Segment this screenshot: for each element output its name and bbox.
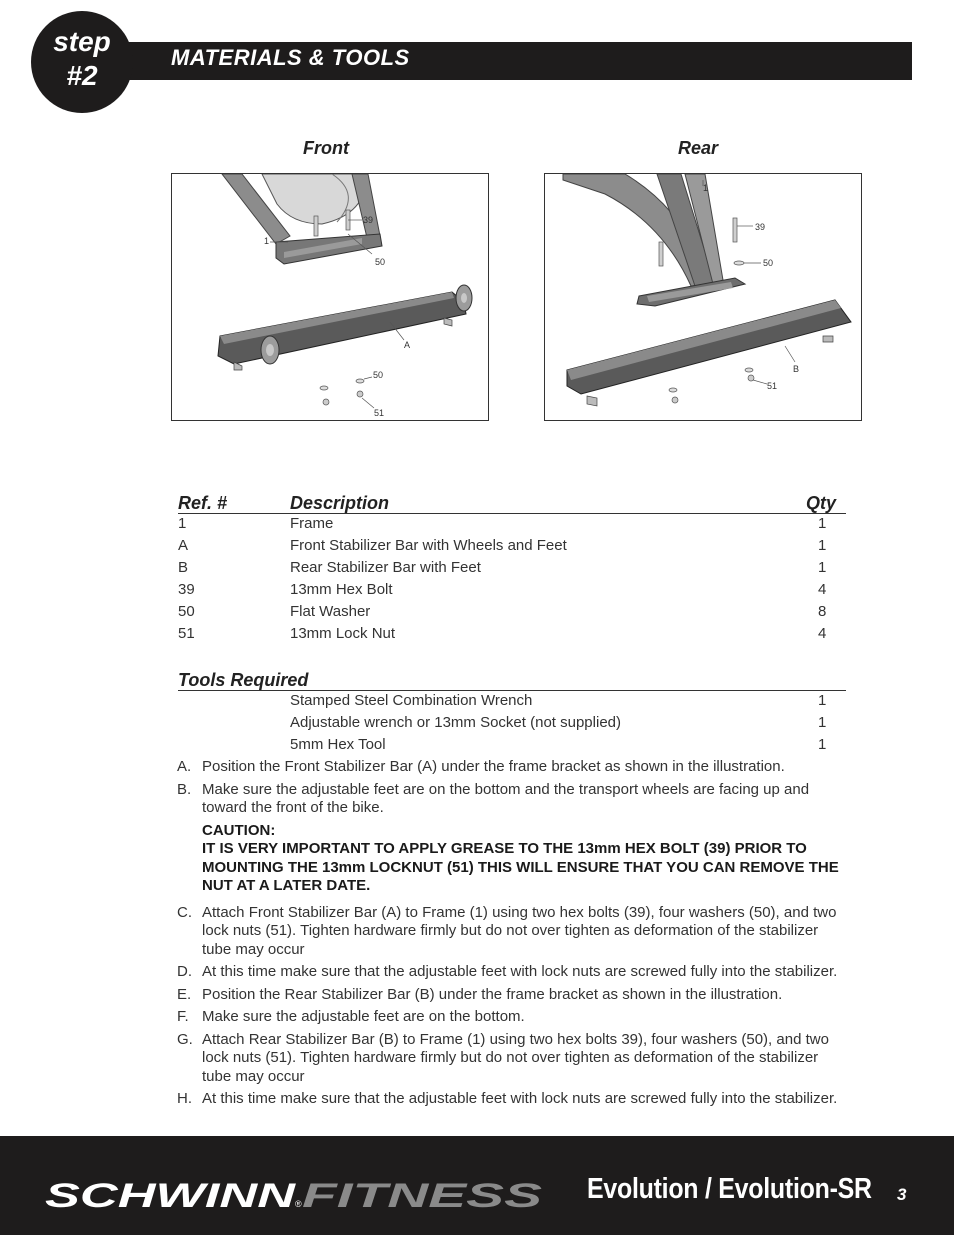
row-qty: 1 [818,515,827,532]
row-ref: 50 [178,603,195,620]
step-text: Make sure the adjustable feet are on the bottom and the transport wheels are facing up and toward the front of the bike. [202,780,810,816]
step-text: Attach Front Stabilizer Bar (A) to Frame (1) using two hex bolts (39), four washers (50), and two lock nuts (51). Tighten hardware firmly but do not over tighten as deformation of the stabilizer tube may occur [202,903,837,958]
instruction-step-g [177,1031,847,1087]
front-callout-50b: 50 [373,370,384,380]
row-description: 13mm Hex Bolt [290,581,393,598]
rear-callout-50: 50 [763,258,774,268]
caution-note [177,822,847,896]
rear-callout-39: 39 [755,222,766,232]
description-column-header: Description [290,493,390,513]
front-callout-39: 39 [363,215,374,225]
row-description: 13mm Lock Nut [290,625,396,642]
step-text: Position the Rear Stabilizer Bar (B) under the frame bracket as shown in the illustration. [202,985,783,1003]
step-text: Position the Front Stabilizer Bar (A) under the frame bracket as shown in the illustration. [202,758,785,775]
instruction-step-d [177,963,847,982]
instruction-step-a [177,758,847,777]
front-illustration-drawing [172,174,488,420]
step-letter: B. [177,780,192,798]
step-letter: A. [177,758,192,775]
tool-qty: 1 [818,692,827,709]
rear-callout-51: 51 [767,381,778,391]
row-description: Front Stabilizer Bar with Wheels and Feet [290,537,567,554]
front-callout-50: 50 [375,257,386,267]
ref-column-header: Ref. # [178,493,228,513]
step-word: step [53,26,111,57]
table-header-rule [178,513,846,514]
model-name: Evolution / Evolution-SR [587,1173,872,1205]
step-text: At this time make sure that the adjustable feet with lock nuts are screwed fully into the stabilizer. [202,1090,838,1107]
step-letter: E. [177,985,192,1003]
row-qty: 4 [818,581,827,598]
row-ref: 39 [178,581,195,598]
row-description: Frame [290,515,334,532]
row-ref: 51 [178,625,195,642]
instruction-step-c [177,904,847,960]
rear-assembly-illustration [544,173,862,421]
row-description: Rear Stabilizer Bar with Feet [290,559,481,576]
step-text: Attach Rear Stabilizer Bar (B) to Frame (1) using two hex bolts 39), four washers (50), and two lock nuts (51). Tighten hardware firmly but do not over tighten as deformation of the stabilizer tube may occur [202,1030,829,1085]
row-qty: 1 [818,537,827,554]
tools-required-title: Tools Required [178,670,309,690]
tool-qty: 1 [818,736,827,753]
row-ref: A [178,537,189,554]
instruction-step-b [177,781,847,818]
row-description: Flat Washer [290,603,371,620]
caution-text: IT IS VERY IMPORTANT TO APPLY GREASE TO THE 13mm HEX BOLT (39) PRIOR TO MOUNTING THE 13mm LOCKNUT (51) THIS WILL ENSURE THAT YOU CAN REMOVE THE NUT AT A LATER DATE. [202,840,839,894]
step-text: At this time make sure that the adjustable feet with lock nuts are screwed fully into the stabilizer. [202,963,838,980]
instruction-step-f [177,1008,847,1027]
step-letter: F. [177,1008,189,1025]
step-badge [31,11,133,113]
brand-registered: ® [295,1199,302,1209]
instruction-step-e [177,986,847,1005]
instruction-step-h [177,1090,847,1109]
section-title: MATERIALS & TOOLS [171,45,410,70]
page-number: 3 [897,1185,907,1204]
front-callout-A: A [404,340,411,350]
step-number: #2 [66,60,98,91]
tools-rule [178,690,846,691]
front-callout-1: 1 [264,236,270,246]
caution-label: CAUTION: [202,821,276,839]
step-letter: C. [177,903,192,921]
tool-description: Stamped Steel Combination Wrench [290,692,533,709]
rear-illustration-drawing [545,174,861,420]
step-letter: H. [177,1090,192,1107]
brand-main: SCHWINN [45,1178,298,1214]
step-letter: G. [177,1030,193,1048]
row-qty: 4 [818,625,827,642]
front-figure-title: Front [303,138,349,158]
rear-figure-title: Rear [678,138,719,158]
instruction-list [177,758,847,1113]
rear-callout-B: B [793,364,800,374]
step-letter: D. [177,963,192,980]
row-ref: 1 [178,515,187,532]
rear-callout-1: 1 [703,183,709,193]
tool-description: 5mm Hex Tool [290,736,386,753]
row-qty: 1 [818,559,827,576]
brand-sub: FITNESS [302,1178,543,1214]
schwinn-fitness-logo [45,1178,550,1214]
tool-description: Adjustable wrench or 13mm Socket (not supplied) [290,714,621,731]
step-text: Make sure the adjustable feet are on the bottom. [202,1008,525,1025]
qty-column-header: Qty [806,493,837,513]
front-assembly-illustration [171,173,489,421]
tool-qty: 1 [818,714,827,731]
front-callout-51: 51 [374,408,385,418]
row-qty: 8 [818,603,827,620]
row-ref: B [178,559,189,576]
